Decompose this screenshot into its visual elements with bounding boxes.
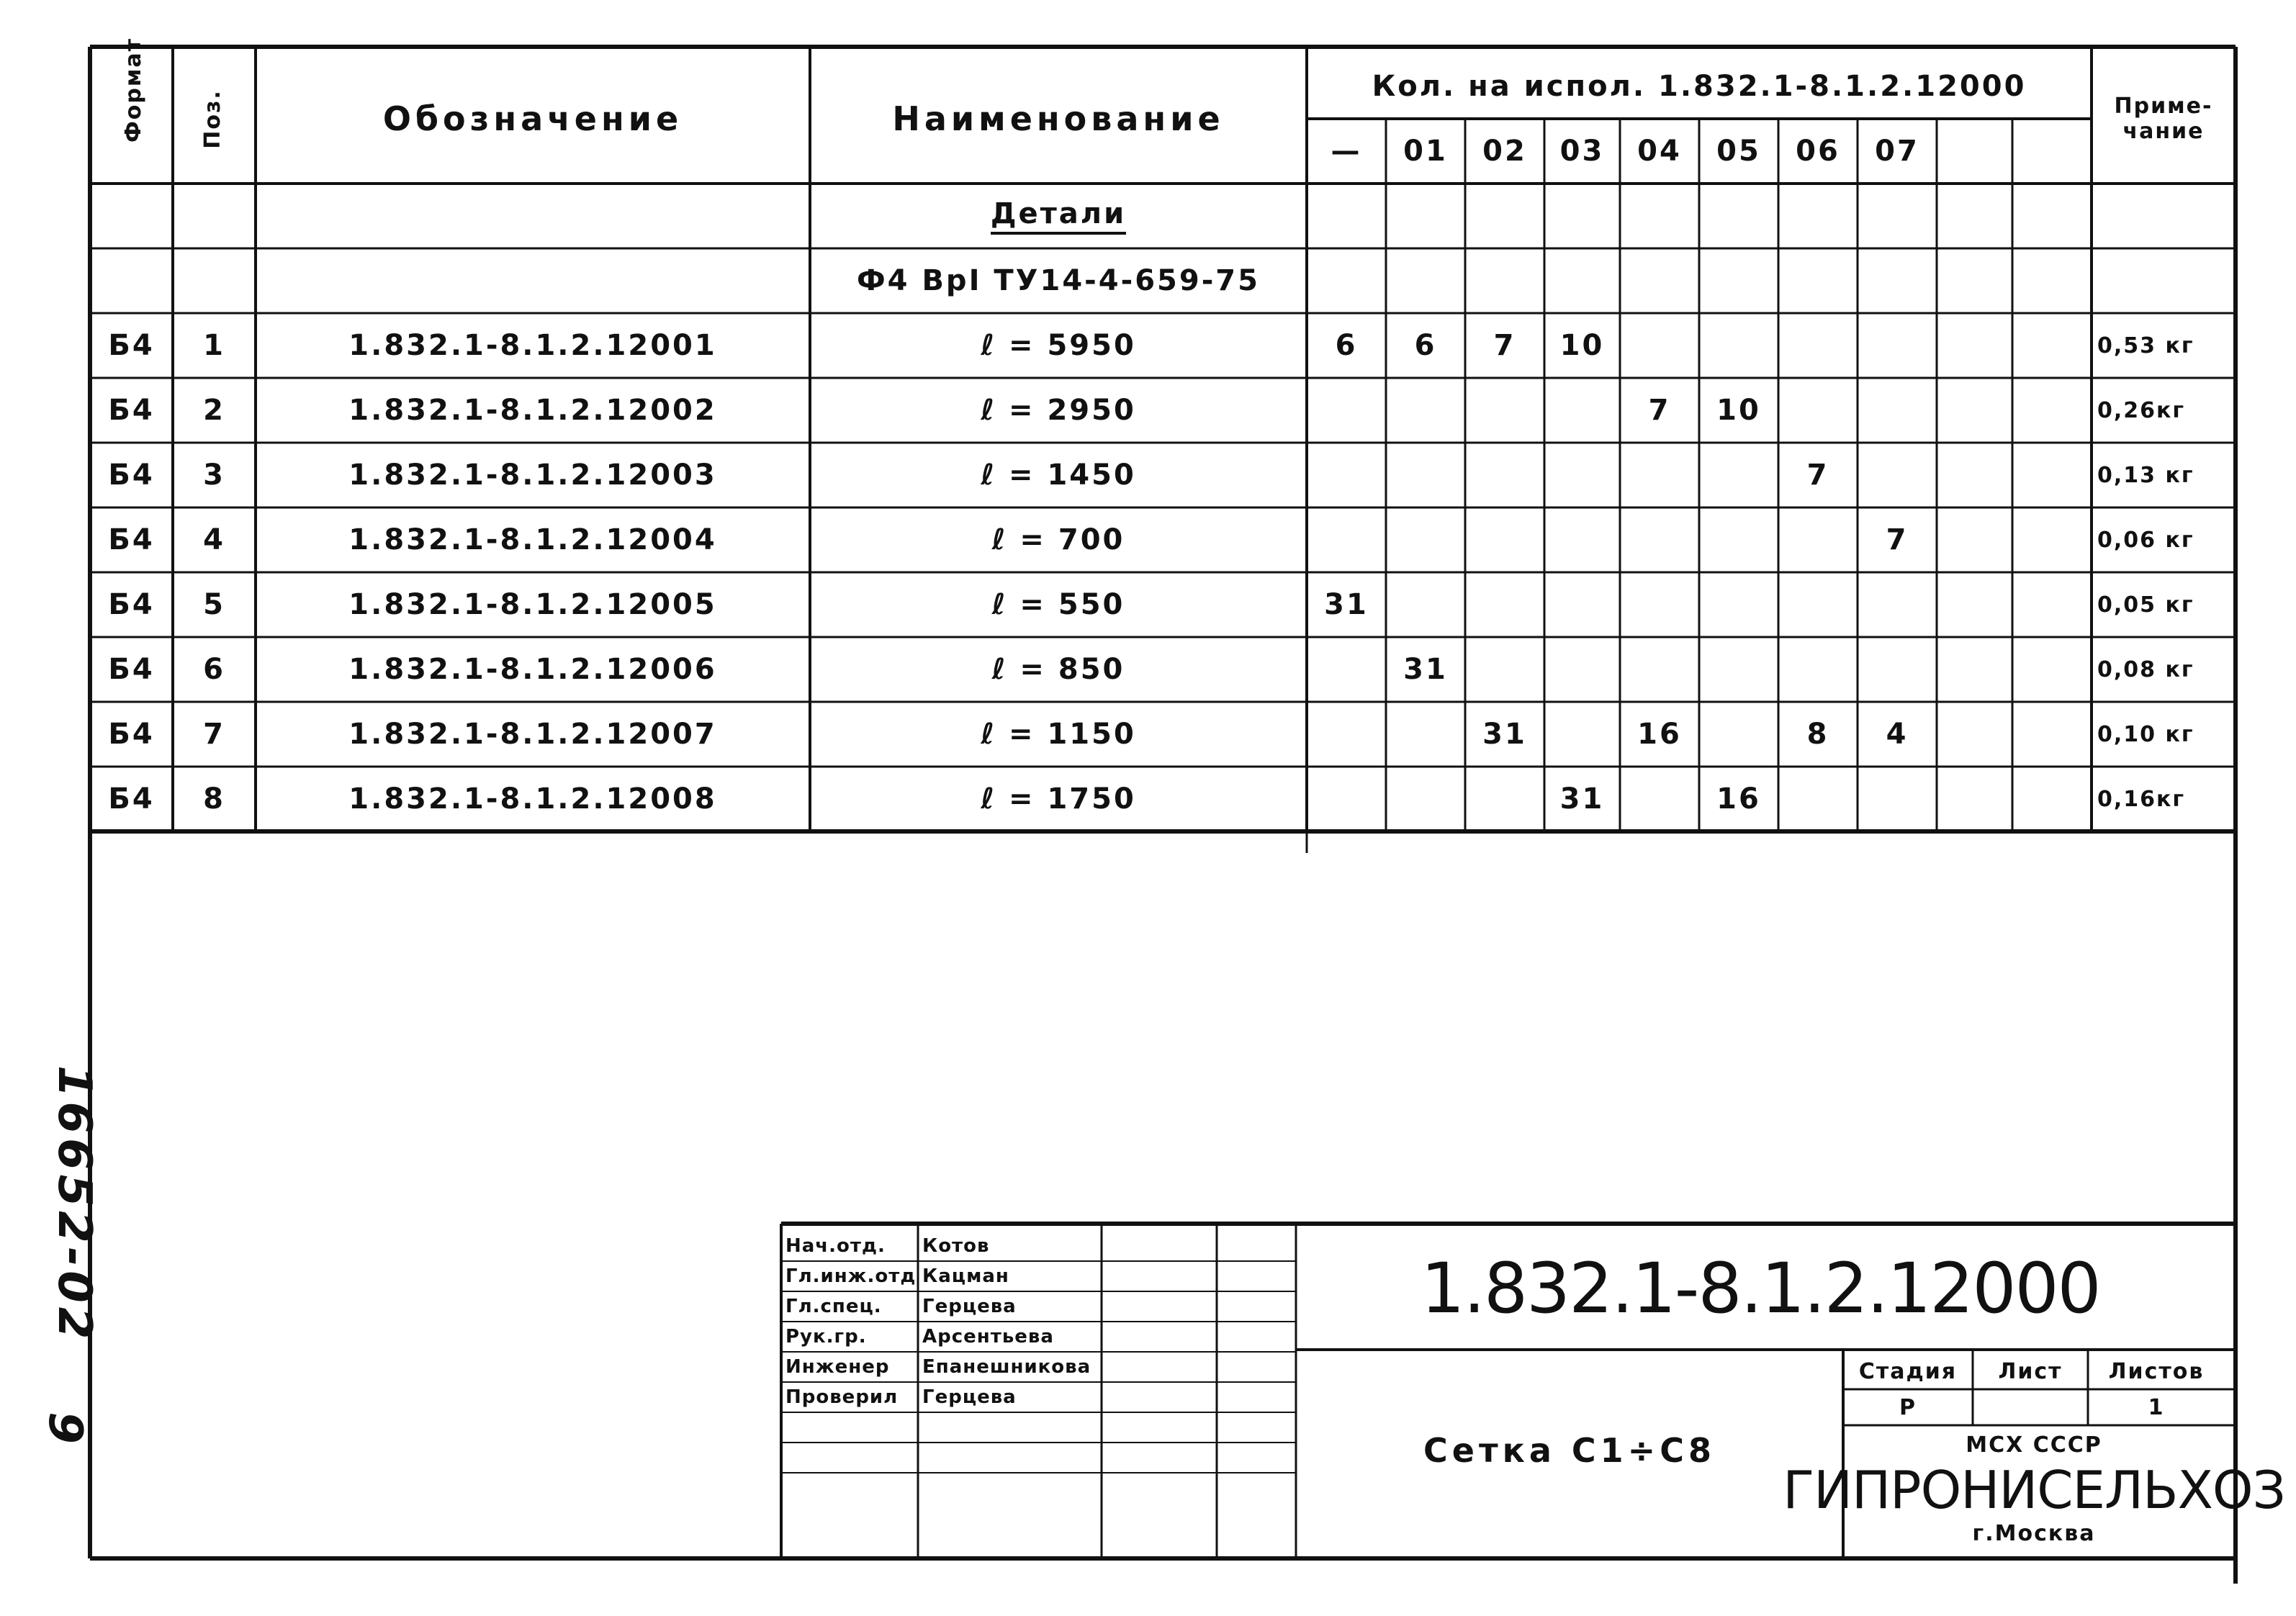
row-qty-cell xyxy=(1465,637,1544,702)
variant-header-cell: — xyxy=(1331,135,1362,168)
row-name: ℓ = 2950 xyxy=(981,394,1136,427)
row-qty-cell xyxy=(1937,702,2012,767)
row-note: 0,53 кг xyxy=(2097,333,2194,358)
row-format: Б4 xyxy=(108,782,155,816)
col-header-designation: Обозначение xyxy=(382,99,683,138)
row-qty-cell xyxy=(1307,637,1386,702)
col-header-qty-title: Кол. на испол. 1.832.1-8.1.2.12000 xyxy=(1372,70,2027,103)
row-qty-cell xyxy=(1620,313,1699,378)
row-qty-cell xyxy=(1544,443,1620,507)
row-qty-cell xyxy=(1386,507,1465,572)
row-qty-cell xyxy=(1544,637,1620,702)
section-title xyxy=(810,184,1307,248)
row-pos: 3 xyxy=(203,459,225,492)
col-header-format: Формат xyxy=(120,37,146,143)
row-qty-cell xyxy=(1544,378,1620,443)
section-material: Ф4 ВрI ТУ14-4-659-75 xyxy=(857,264,1260,297)
signature-role: Проверил xyxy=(785,1386,899,1408)
row-pos: 5 xyxy=(203,588,225,621)
row-designation: 1.832.1-8.1.2.12008 xyxy=(348,782,717,816)
sheets-value: 1 xyxy=(2148,1394,2165,1420)
variant-header-cell: 03 xyxy=(1559,135,1605,168)
row-qty-cell xyxy=(1307,378,1386,443)
row-qty-cell: 8 xyxy=(1806,718,1829,751)
row-qty-cell xyxy=(1620,637,1699,702)
row-qty-cell xyxy=(2012,637,2092,702)
row-format: Б4 xyxy=(108,718,155,751)
row-qty-cell xyxy=(1937,507,2012,572)
row-qty-cell xyxy=(1620,572,1699,637)
row-designation: 1.832.1-8.1.2.12005 xyxy=(348,588,717,621)
row-note: 0,26кг xyxy=(2097,397,2186,423)
row-qty-cell xyxy=(1465,378,1544,443)
row-qty-cell xyxy=(1307,702,1386,767)
row-qty-cell xyxy=(1544,572,1620,637)
ministry: МСХ СССР xyxy=(1966,1432,2102,1458)
row-qty-cell: 16 xyxy=(1637,718,1682,751)
row-note: 0,16кг xyxy=(2097,786,2186,812)
row-note: 0,08 кг xyxy=(2097,656,2194,682)
row-format: Б4 xyxy=(108,329,155,362)
row-qty-cell xyxy=(1386,443,1465,507)
col-header-pos xyxy=(173,54,252,184)
row-qty-cell xyxy=(1778,637,1858,702)
row-qty-cell xyxy=(1778,313,1858,378)
row-name: ℓ = 5950 xyxy=(981,329,1136,362)
row-qty-cell xyxy=(1386,767,1465,831)
row-qty-cell xyxy=(1778,507,1858,572)
signature-name: Епанешникова xyxy=(922,1356,1091,1378)
row-name: ℓ = 1450 xyxy=(981,459,1136,492)
row-qty-cell xyxy=(2012,443,2092,507)
document-code: 1.832.1-8.1.2.12000 xyxy=(1421,1248,2100,1329)
row-note: 0,06 кг xyxy=(2097,527,2194,553)
row-designation: 1.832.1-8.1.2.12007 xyxy=(348,718,717,751)
row-qty-cell xyxy=(1937,572,2012,637)
row-qty-cell: 6 xyxy=(1414,329,1437,362)
row-pos: 4 xyxy=(203,523,225,556)
row-qty-cell xyxy=(1386,572,1465,637)
row-qty-cell xyxy=(1386,378,1465,443)
row-qty-cell xyxy=(1858,637,1937,702)
row-qty-cell: 4 xyxy=(1886,718,1909,751)
row-qty-cell xyxy=(1307,767,1386,831)
row-qty-cell xyxy=(1858,313,1937,378)
variant-header-cell: 04 xyxy=(1637,135,1682,168)
row-qty-cell: 31 xyxy=(1559,782,1605,816)
signature-role: Гл.спец. xyxy=(785,1296,882,1317)
row-name: ℓ = 550 xyxy=(991,588,1125,621)
row-name: ℓ = 850 xyxy=(991,653,1125,686)
variant-header-cell: 01 xyxy=(1403,135,1448,168)
row-note: 0,13 кг xyxy=(2097,462,2194,488)
row-qty-cell xyxy=(1858,767,1937,831)
signature-role: Гл.инж.отд xyxy=(785,1265,917,1287)
row-qty-cell xyxy=(2012,378,2092,443)
row-qty-cell xyxy=(1620,443,1699,507)
signature-name: Герцева xyxy=(922,1296,1017,1317)
col-header-name: Наименование xyxy=(892,99,1225,138)
row-qty-cell xyxy=(2012,702,2092,767)
row-designation: 1.832.1-8.1.2.12006 xyxy=(348,653,717,686)
variant-header-cell xyxy=(1937,119,2012,184)
row-qty-cell: 10 xyxy=(1559,329,1605,362)
variant-header-cell: 05 xyxy=(1716,135,1761,168)
row-name: ℓ = 1150 xyxy=(981,718,1136,751)
row-qty-cell xyxy=(1937,313,2012,378)
row-qty-cell xyxy=(1465,767,1544,831)
row-name: ℓ = 700 xyxy=(991,523,1125,556)
row-designation: 1.832.1-8.1.2.12001 xyxy=(348,329,717,362)
row-qty-cell xyxy=(1699,702,1778,767)
row-qty-cell xyxy=(2012,313,2092,378)
signature-role: Нач.отд. xyxy=(785,1235,886,1257)
variant-header-cell: 06 xyxy=(1796,135,1840,168)
row-pos: 7 xyxy=(203,718,225,751)
row-qty-cell xyxy=(1937,378,2012,443)
row-qty-cell xyxy=(2012,572,2092,637)
signature-role: Рук.гр. xyxy=(785,1326,867,1348)
row-format: Б4 xyxy=(108,588,155,621)
row-qty-cell xyxy=(1699,507,1778,572)
row-qty-cell xyxy=(2012,767,2092,831)
row-format: Б4 xyxy=(108,653,155,686)
signature-name: Герцева xyxy=(922,1386,1017,1408)
row-qty-cell xyxy=(1307,443,1386,507)
row-qty-cell: 7 xyxy=(1493,329,1516,362)
row-qty-cell xyxy=(1465,572,1544,637)
row-qty-cell: 16 xyxy=(1716,782,1761,816)
col-header-note xyxy=(2092,54,2236,184)
row-qty-cell xyxy=(1544,702,1620,767)
city: г.Москва xyxy=(1972,1521,2096,1546)
row-qty-cell xyxy=(1307,507,1386,572)
section-title-text: Детали xyxy=(991,197,1126,235)
variant-header-cell xyxy=(2012,119,2092,184)
row-designation: 1.832.1-8.1.2.12003 xyxy=(348,459,717,492)
row-qty-cell: 10 xyxy=(1716,394,1761,427)
signature-name: Арсентьева xyxy=(922,1326,1054,1348)
row-qty-cell xyxy=(1778,572,1858,637)
row-qty-cell xyxy=(1465,507,1544,572)
row-format: Б4 xyxy=(108,459,155,492)
stage-label: Стадия xyxy=(1858,1358,1958,1384)
item-name: Сетка С1÷С8 xyxy=(1423,1431,1716,1470)
signature-role: Инженер xyxy=(785,1356,890,1378)
row-qty-cell xyxy=(1386,702,1465,767)
row-qty-cell xyxy=(1699,572,1778,637)
sheet-label: Лист xyxy=(1998,1358,2063,1384)
row-qty-cell xyxy=(1937,767,2012,831)
row-qty-cell xyxy=(1858,378,1937,443)
row-pos: 1 xyxy=(203,329,225,362)
row-pos: 8 xyxy=(203,782,225,816)
row-qty-cell: 7 xyxy=(1806,459,1829,492)
row-qty-cell xyxy=(1699,443,1778,507)
row-qty-cell: 31 xyxy=(1482,718,1527,751)
row-pos: 2 xyxy=(203,394,225,427)
row-format: Б4 xyxy=(108,394,155,427)
row-qty-cell xyxy=(1937,443,2012,507)
row-qty-cell xyxy=(1778,767,1858,831)
row-qty-cell xyxy=(1699,313,1778,378)
row-qty-cell: 6 xyxy=(1335,329,1358,362)
row-qty-cell: 7 xyxy=(1648,394,1671,427)
signature-name: Котов xyxy=(922,1235,990,1257)
col-header-pos-text: Поз. xyxy=(199,89,225,149)
row-designation: 1.832.1-8.1.2.12004 xyxy=(348,523,717,556)
margin-sheet-number: 9 xyxy=(38,1412,91,1446)
variant-header-cell: 02 xyxy=(1482,135,1527,168)
row-note: 0,05 кг xyxy=(2097,592,2194,618)
organization: ГИПРОНИСЕЛЬХОЗ xyxy=(1783,1460,2285,1520)
variant-header-cell: 07 xyxy=(1875,135,1919,168)
row-qty-cell xyxy=(1778,378,1858,443)
row-designation: 1.832.1-8.1.2.12002 xyxy=(348,394,717,427)
row-name: ℓ = 1750 xyxy=(981,782,1136,816)
row-qty-cell xyxy=(1699,637,1778,702)
row-pos: 6 xyxy=(203,653,225,686)
row-qty-cell: 31 xyxy=(1324,588,1369,621)
row-qty-cell xyxy=(1858,572,1937,637)
margin-inventory-number: 16652-02 xyxy=(48,1065,101,1344)
row-qty-cell xyxy=(2012,507,2092,572)
row-qty-cell: 31 xyxy=(1403,653,1448,686)
row-qty-cell xyxy=(1937,637,2012,702)
row-format: Б4 xyxy=(108,523,155,556)
col-header-note-text: Приме- чание xyxy=(2114,94,2213,144)
row-note: 0,10 кг xyxy=(2097,721,2194,747)
sheets-label: Листов xyxy=(2108,1358,2205,1384)
stage-value: Р xyxy=(1899,1394,1917,1420)
row-qty-cell xyxy=(1544,507,1620,572)
row-qty-cell xyxy=(1858,443,1937,507)
row-qty-cell xyxy=(1620,507,1699,572)
signature-name: Кацман xyxy=(922,1265,1009,1287)
row-qty-cell xyxy=(1465,443,1544,507)
row-qty-cell: 7 xyxy=(1886,523,1909,556)
row-qty-cell xyxy=(1620,767,1699,831)
